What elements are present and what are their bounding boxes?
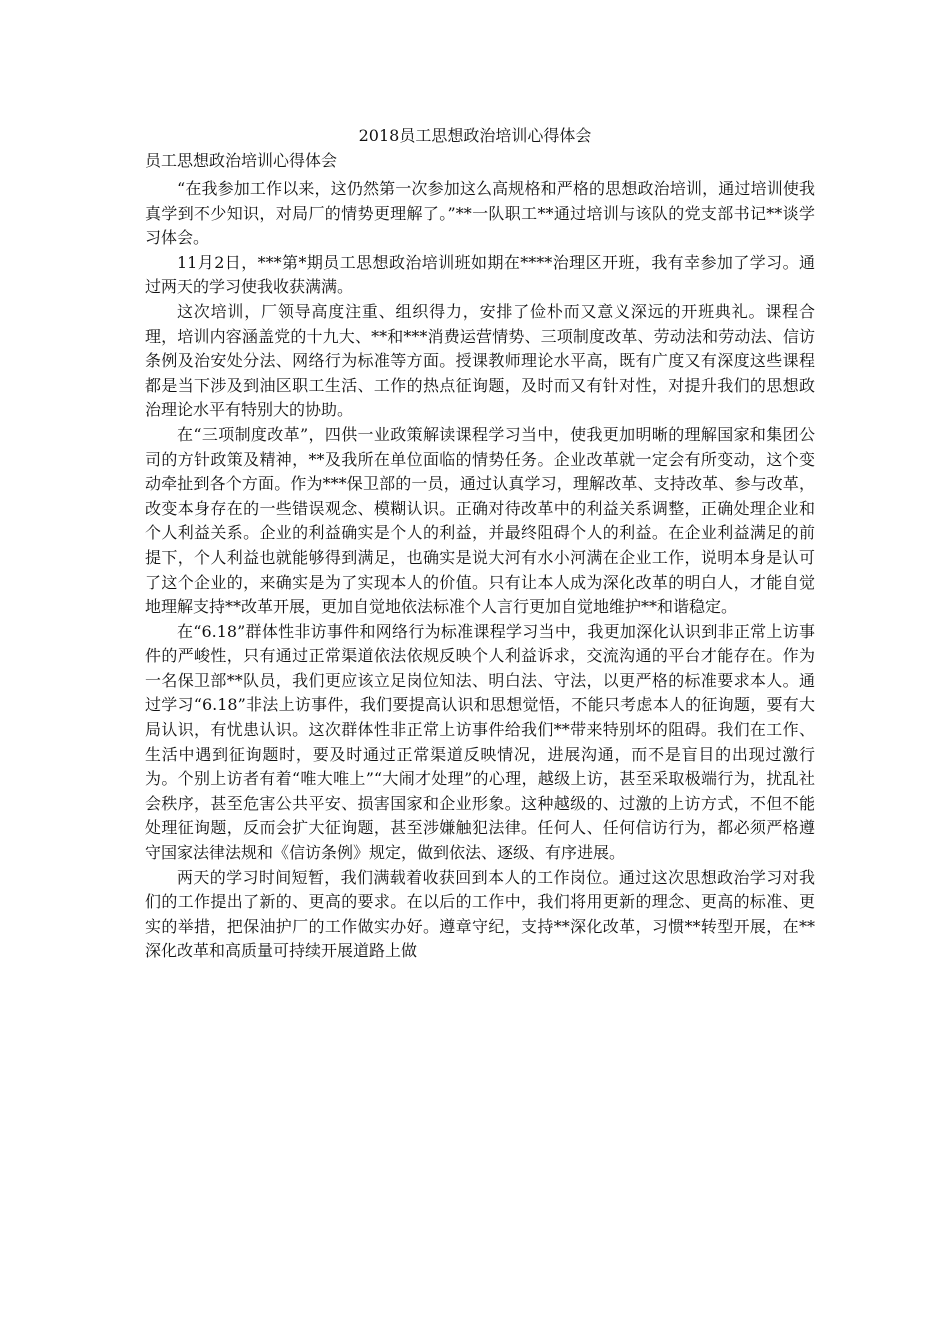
paragraph-4: 在“三项制度改革”，四供一业政策解读课程学习当中，使我更加明晰的理解国家和集团公司的方针政策及精神，**及我所在单位面临的情势任务。企业改革就一定会有所变动，这个变动牵扯到各个方面。作为***保卫部的一员，通过认真学习，理解改革、支持改革、参与改革，改变本身存在的一些错误观念、模糊认识。正确对待改革中的利益关系调整，正确处理企业和个人利益关系。企业的利益确实是个人的利益，并最终阻碍个人的利益。在企业利益满足的前提下，个人利益也就能够得到满足，也确实是说大河有水小河满在企业工作，说明本身是认可了这个企业的，来确实是为了实现本人的价值。只有让本人成为深化改革的明白人，才能自觉地理解支持**改革开展，更加自觉地依法标准个人言行更加自觉地维护**和谐稳定。 <box>145 424 815 617</box>
paragraph-6: 两天的学习时间短暂，我们满载着收获回到本人的工作岗位。通过这次思想政治学习对我们的工作提出了新的、更高的要求。在以后的工作中，我们将用更新的理念、更高的标准、更实的举措，把保油护厂的工作做实办好。遵章守纪，支持**深化改革，习惯**转型开展，在**深化改革和高质量可持续开展道路上做 <box>145 867 815 961</box>
paragraph-3: 这次培训，厂领导高度注重、组织得力，安排了俭朴而又意义深远的开班典礼。课程合理，培训内容涵盖党的十九大、**和***消费运营情势、三项制度改革、劳动法和劳动法、信访条例及治安处分法、网络行为标准等方面。授课教师理论水平高，既有广度又有深度这些课程都是当下涉及到油区职工生活、工作的热点征询题，及时而又有针对性，对提升我们的思想政治理论水平有特别大的协助。 <box>145 301 815 420</box>
document-body <box>145 177 815 964</box>
document-title: 2018员工思想政治培训心得体会 <box>358 126 592 145</box>
paragraph-1: “在我参加工作以来，这仍然第一次参加这么高规格和严格的思想政治培训，通过培训使我真学到不少知识，对局厂的情势更理解了。”**一队职工**通过培训与该队的党支部书记**谈学习体会。 <box>145 179 815 248</box>
paragraph-5: 在“6.18”群体性非访事件和网络行为标准课程学习当中，我更加深化认识到非正常上访事件的严峻性，只有通过正常渠道依法依规反映个人利益诉求，交流沟通的平台才能存在。作为一名保卫部**队员，我们更应该立足岗位知法、明白法、守法，以更严格的标准要求本人。通过学习“6.18”非法上访事件，我们要提高认识和思想觉悟，不能只考虑本人的征询题，要有大局认识，有忧患认识。这次群体性非正常上访事件给我们**带来特别坏的阻碍。我们在工作、生活中遇到征询题时，要及时通过正常渠道反映情况，进展沟通，而不是盲目的出现过激行为。个别上访者有着“唯大唯上”“大闹才处理”的心理，越级上访，甚至采取极端行为，扰乱社会秩序，甚至危害公共平安、损害国家和企业形象。这种越级的、过激的上访方式，不但不能处理征询题，反而会扩大征询题，甚至涉嫌触犯法律。任何人、任何信访行为，都必须严格遵守国家法律法规和《信访条例》规定，做到依法、逐级、有序进展。 <box>145 621 815 863</box>
paragraph-2: 11月2日，***第*期员工思想政治培训班如期在****治理区开班，我有幸参加了学习。通过两天的学习使我收获满满。 <box>145 252 815 297</box>
document-subtitle: 员工思想政治培训心得体会 <box>145 151 338 170</box>
